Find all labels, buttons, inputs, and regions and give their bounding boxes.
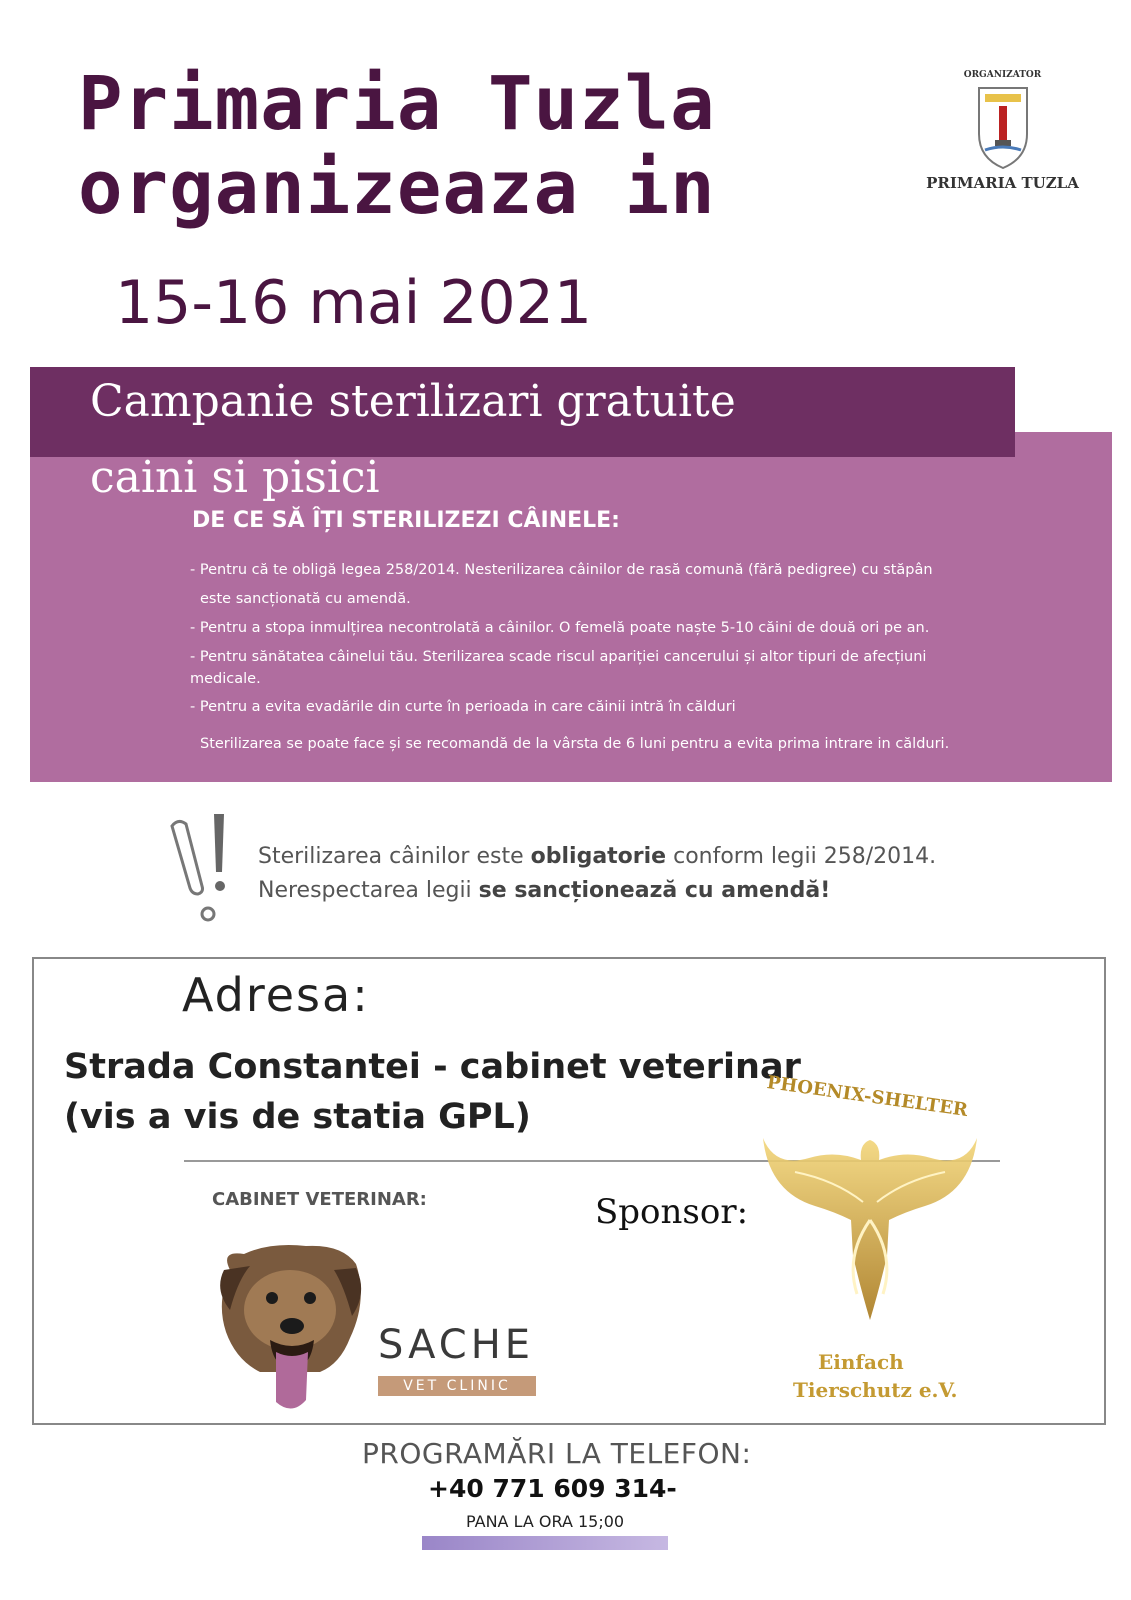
clinic-name: SACHE: [378, 1322, 535, 1368]
sponsor-label: Sponsor:: [595, 1192, 749, 1232]
footer-bar: [422, 1536, 668, 1550]
address-text: [64, 1042, 824, 1142]
campaign-title: Campanie sterilizari gratuite: [90, 376, 736, 427]
tuzla-crest-icon: [975, 84, 1031, 170]
page-title: [78, 62, 898, 230]
sponsor-logo-line-2: Tierschutz e.V.: [793, 1378, 958, 1402]
why-heading: DE CE SĂ ÎȚI STERILIZEZI CÂINELE:: [192, 508, 620, 533]
address-line-2: (vis a vis de statia GPL): [64, 1097, 531, 1137]
hours-text: PANA LA ORA 15;00: [466, 1512, 625, 1531]
list-item: este sancționată cu amendă.: [200, 591, 411, 607]
phone-label: PROGRAMĂRI LA TELEFON:: [362, 1437, 752, 1470]
title-line-1: Primaria Tuzla: [78, 61, 716, 147]
sponsor-logo-title: PHOENIX-SHELTER: [765, 1072, 970, 1121]
warning-line-1: Sterilizarea câinilor este obligatorie conform legii 258/2014.: [258, 844, 937, 869]
list-item: - Pentru a stopa inmulțirea necontrolată a câinilor. O femelă poate naște 5-10 căini de două ori pe an.: [190, 620, 930, 636]
clinic-subtitle: VET CLINIC: [378, 1376, 536, 1396]
sponsor-logo-line-1: Einfach: [818, 1350, 904, 1374]
cabinet-label: CABINET VETERINAR:: [212, 1189, 427, 1210]
address-heading: Adresa:: [182, 968, 370, 1022]
dog-mascot-icon: [210, 1240, 370, 1420]
address-line-1: Strada Constantei - cabinet veterinar: [64, 1047, 801, 1087]
phoenix-bird-icon: [755, 1080, 985, 1340]
list-item: - Pentru sănătatea câinelui tău. Sterilizarea scade riscul apariției cancerului și altor tipuri de afecțiuni medicale.: [190, 649, 927, 687]
organizer-logo: [905, 64, 1100, 204]
organizer-name: PRIMARIA TUZLA: [926, 174, 1079, 192]
event-date: 15-16 mai 2021: [115, 268, 593, 338]
campaign-subtitle: caini si pisici: [90, 452, 380, 503]
organizer-label: ORGANIZATOR: [963, 70, 1042, 80]
phone-number[interactable]: +40 771 609 314-: [428, 1474, 677, 1503]
warning-line-2: Nerespectarea legii se sancționează cu amendă!: [258, 878, 831, 903]
why-list: [190, 556, 1020, 722]
exclamation-warning-icon: [162, 808, 242, 928]
why-note: Sterilizarea se poate face și se recomandă de la vârsta de 6 luni pentru a evita prima intrare in călduri.: [200, 736, 950, 752]
title-line-2: organizeaza in: [78, 145, 716, 231]
list-item: - Pentru a evita evadările din curte în perioada in care căinii intră în călduri: [190, 699, 736, 715]
warning-text: [258, 840, 1018, 908]
list-item: - Pentru că te obligă legea 258/2014. Nesterilizarea câinilor de rasă comună (fără pedigree) cu stăpân: [190, 562, 933, 578]
